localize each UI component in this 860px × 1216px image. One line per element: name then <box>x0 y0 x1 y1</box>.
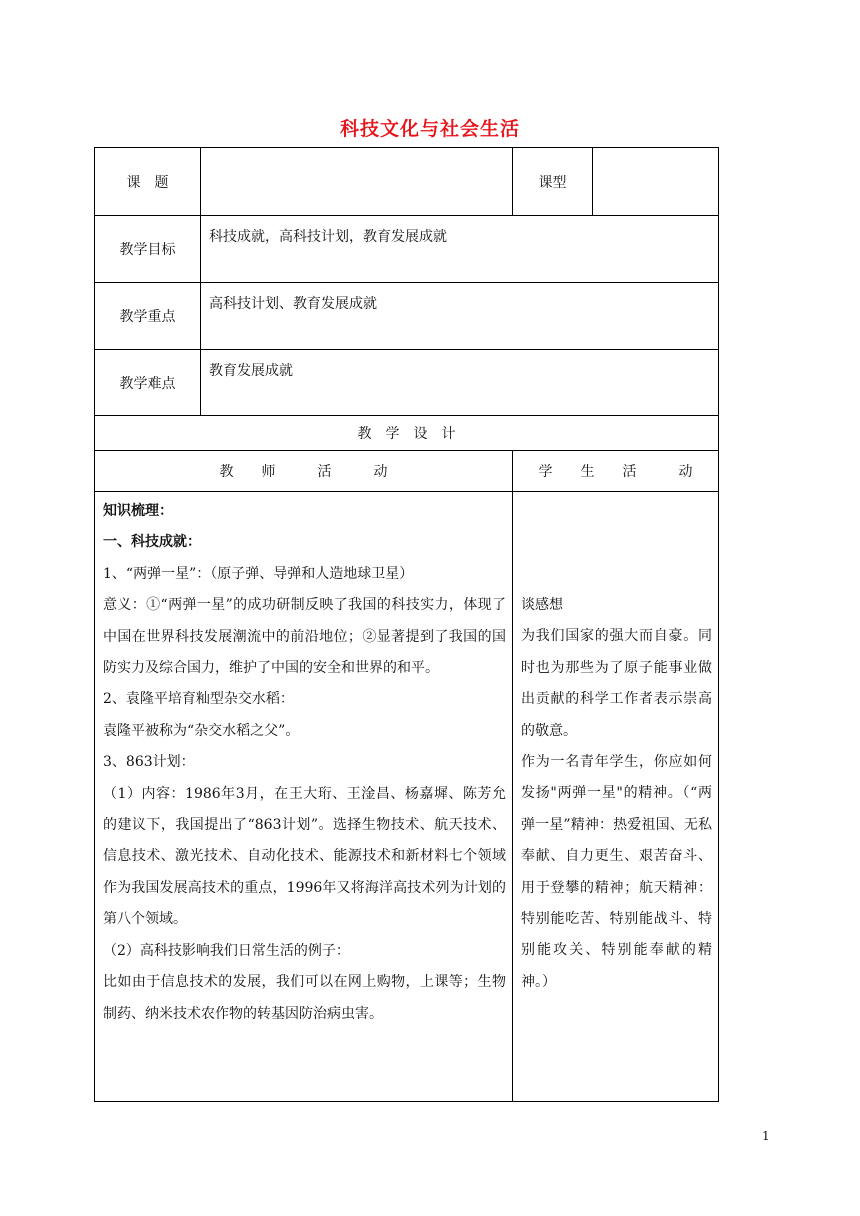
goal-label: 教学目标 <box>95 216 201 283</box>
student-reflection-heading: 谈感想 <box>521 597 563 613</box>
key-point-label: 教学重点 <box>95 283 201 350</box>
type-value <box>593 148 719 216</box>
topic-label: 课 题 <box>95 148 201 216</box>
item-hightech-examples: 比如由于信息技术的发展，我们可以在网上购物，上课等；生物制药、纳米技术农作物的转基因防治病虫害。 <box>103 974 506 1022</box>
student-spirit-text: 作为一名青年学生，你应如何发扬"两弹一星"的精神。（“两弹一星”精神：热爱祖国、无私奉献、自力更生、艰苦奋斗、用于登攀的精神；航天精神：特别能吃苦、特别能战斗、特别能攻关、特别能奉献的精神。） <box>521 754 712 990</box>
student-activity-content <box>513 492 719 1102</box>
topic-value <box>201 148 513 216</box>
key-point-value: 高科技计划、教育发展成就 <box>201 283 719 350</box>
teacher-activity-heading: 教 师 活 动 <box>95 451 513 492</box>
item-863-content: （1）内容：1986年3月，在王大珩、王淦昌、杨嘉墀、陈芳允的建议下，我国提出了“863计划”。选择生物技术、航天技术、信息技术、激光技术、自动化技术、能源技术和新材料七个领域作为我国发展高技术的重点，1996年又将海洋高技术列为计划的第八个领域。 <box>103 785 506 928</box>
teacher-activity-content <box>95 492 513 1102</box>
difficulty-value: 教育发展成就 <box>201 350 719 416</box>
item-significance: 意义：①“两弹一星”的成功研制反映了我国的科技实力，体现了中国在世界科技发展潮流中的前沿地位；②显著提到了我国的国防实力及综合国力，维护了中国的安全和世界的和平。 <box>103 597 506 677</box>
item-yuan-longping: 2、袁隆平培育籼型杂交水稻： <box>103 691 294 708</box>
design-heading: 教 学 设 计 <box>95 416 719 451</box>
item-two-bombs: 1、“两弹一星”：（原子弹、导弹和人造地球卫星） <box>103 565 414 582</box>
page-number: 1 <box>762 1129 770 1143</box>
section-heading: 一、科技成就： <box>103 534 201 551</box>
item-hightech-examples-heading: （2）高科技影响我们日常生活的例子： <box>103 942 350 959</box>
goal-value: 科技成就，高科技计划，教育发展成就 <box>201 216 719 283</box>
student-reflection-text: 为我们国家的强大而自豪。同时也为那些为了原子能事业做出贡献的科学工作者表示崇高的敬意。 <box>521 628 712 739</box>
student-activity-heading: 学 生 活 动 <box>513 451 719 492</box>
type-label: 课型 <box>513 148 593 216</box>
item-863-plan: 3、863计划： <box>103 754 195 771</box>
lesson-plan-table <box>94 147 719 1102</box>
difficulty-label: 教学难点 <box>95 350 201 416</box>
knowledge-heading: 知识梳理： <box>103 503 173 519</box>
document-title: 科技文化与社会生活 <box>339 118 520 140</box>
item-hybrid-rice-father: 袁隆平被称为“杂交水稻之父”。 <box>103 722 300 739</box>
